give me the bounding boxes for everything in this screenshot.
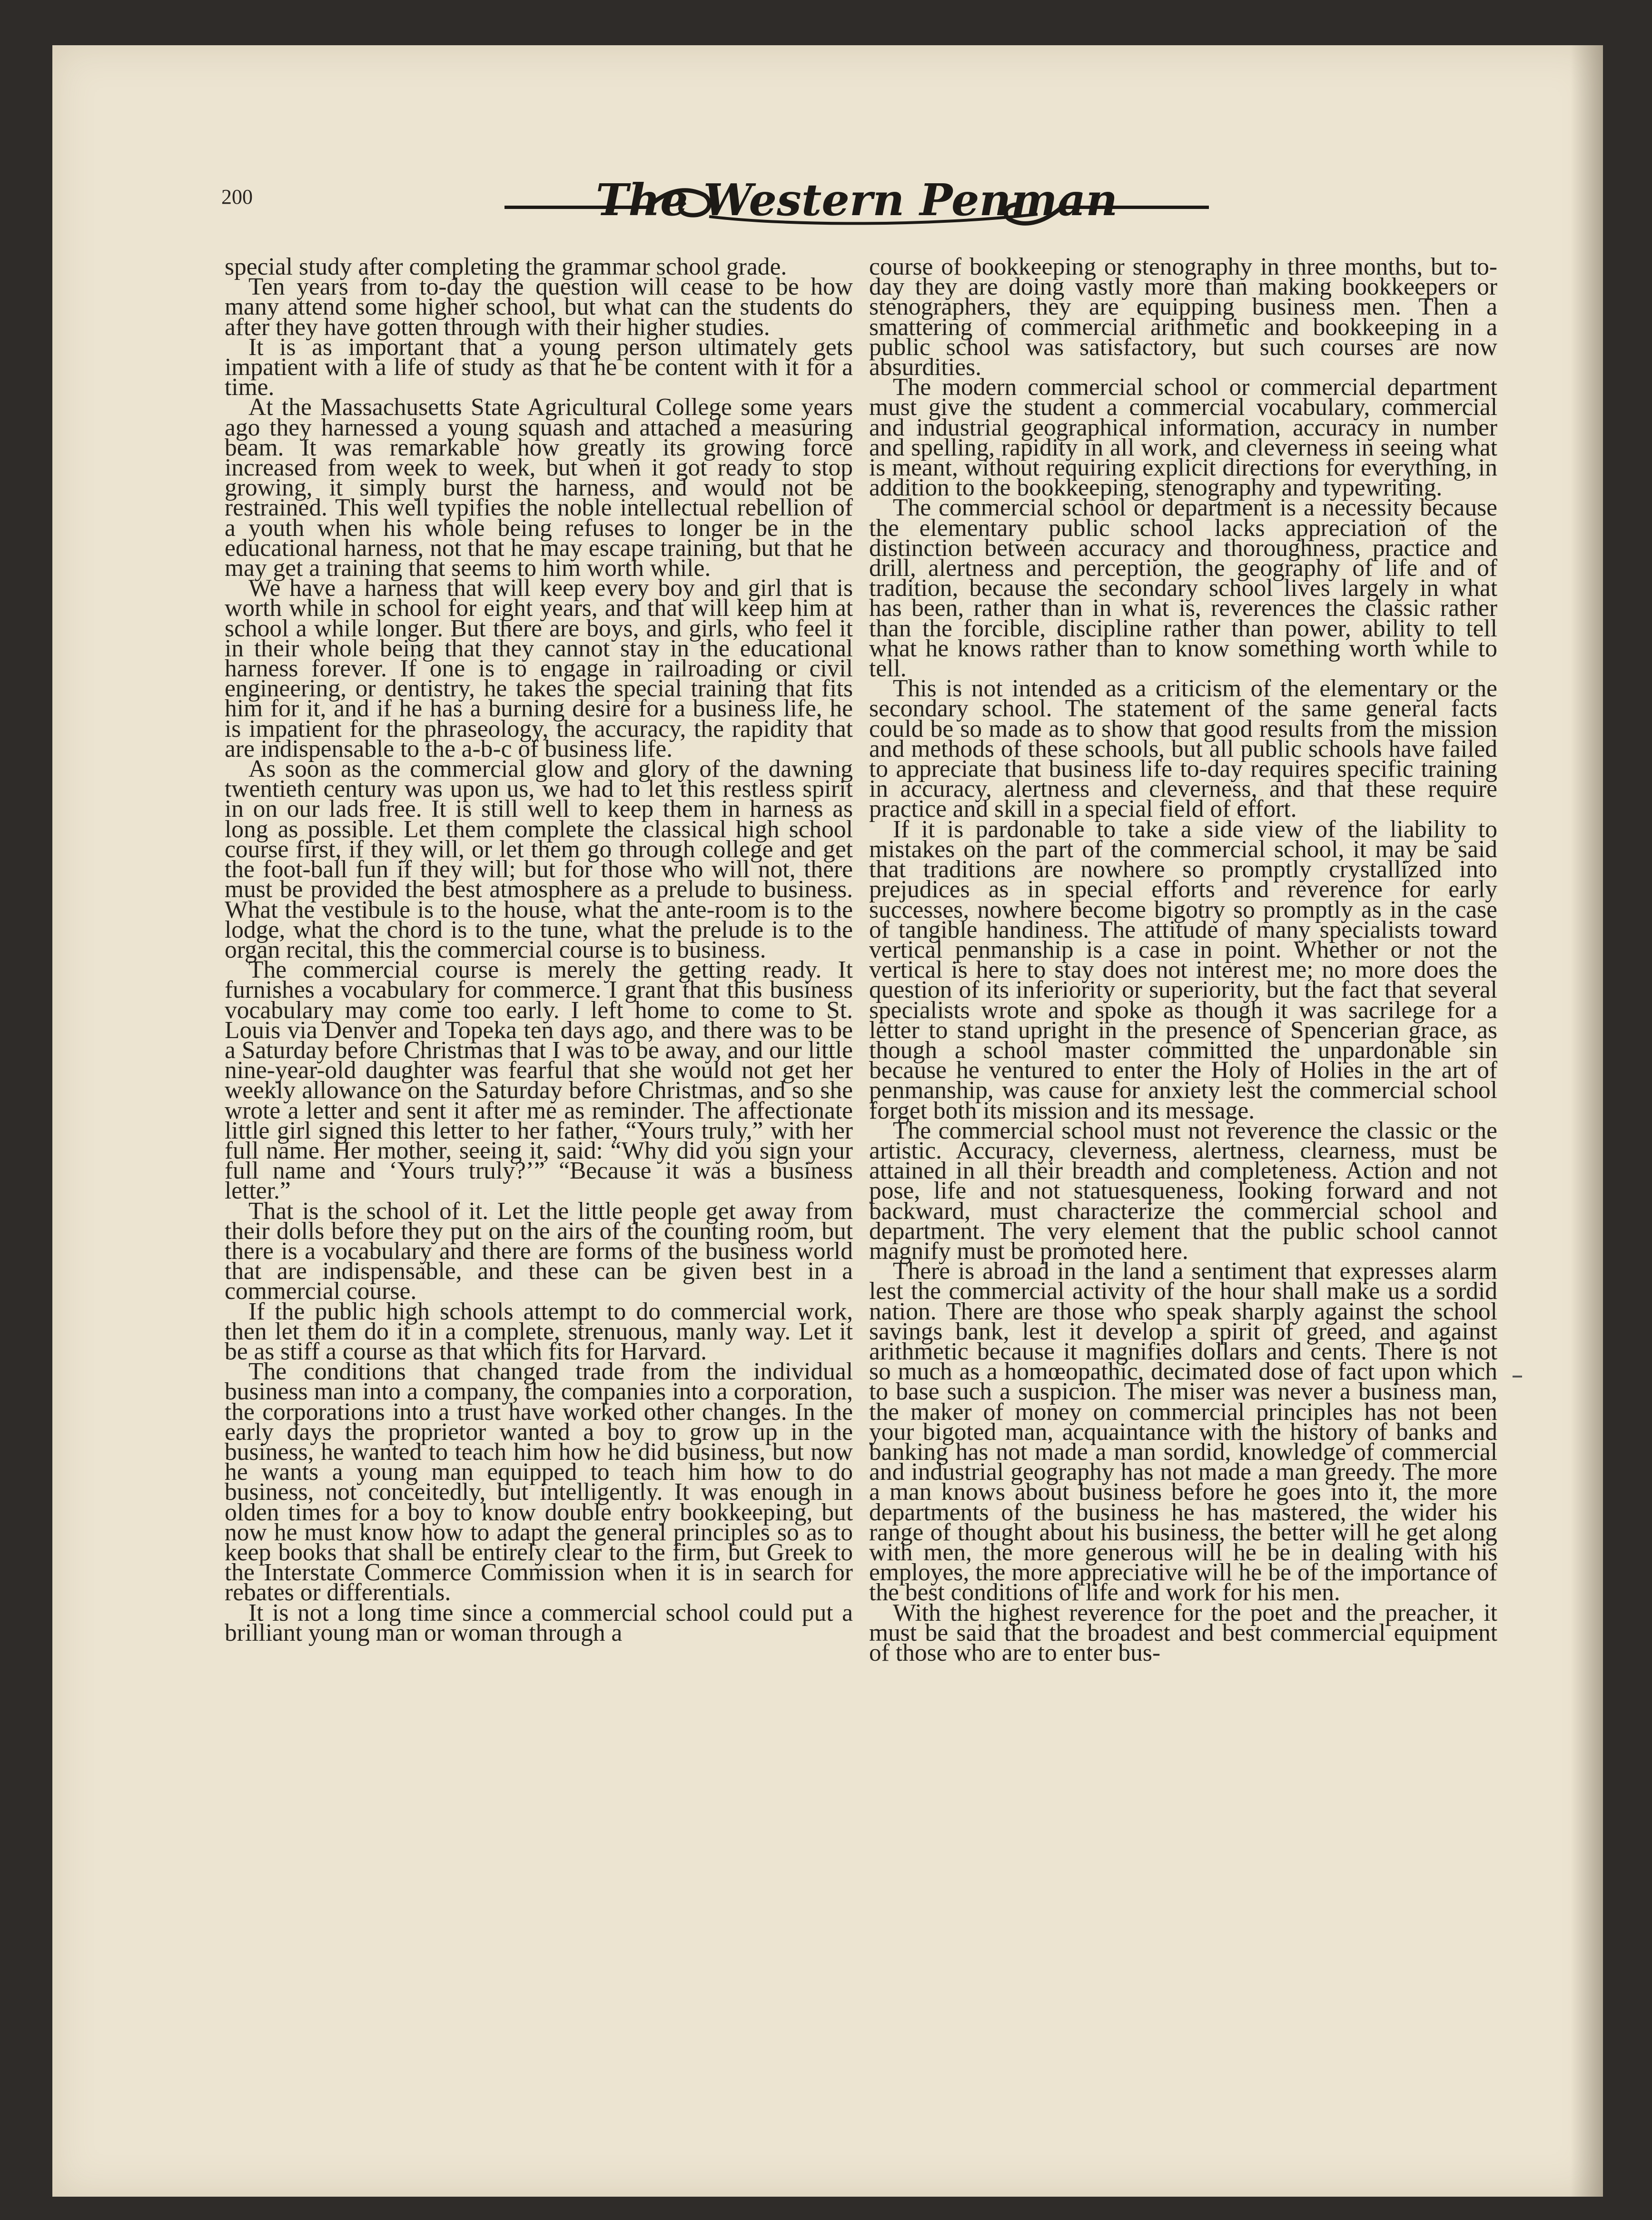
paragraph: It is as important that a young person ultimately gets impatient with a life of study as that he be content with it for a time. [225,333,853,401]
paragraph: Ten years from to-day the question will cease to be how many attend some higher school, but what can the students do after they have gotten through with their higher studies. [225,273,853,341]
paragraph: As soon as the commercial glow and glory of the dawning twentieth century was upon us, we had to let this restless spirit in on our lads free. It is still well to keep them in harness as long as possible. Let them complete the classical high school course first, if they will, or let them go through college and get the foot-ball fun if they will; but for those who will not, there must be provided the best atmosphere as a prelude to business. What the vestibule is to the house, what the ante-room is to the lodge, what the chord is to the tune, what the prelude is to the organ recital, this the commercial course is to business. [225,755,853,963]
masthead-title: The Western Penman [595,181,1118,226]
paragraph: course of bookkeeping or stenography in three months, but to-day they are doing vastly more than making bookkeepers or stenographers, they are equipping business men. Then a smattering of commercial arithmetic and bookkeeping in a public school was satisfactory, but such courses are now absurdities. [869,253,1497,381]
paragraph: If the public high schools attempt to do commercial work, then let them do it in a complete, strenuous, manly way. Let it be as stiff a course as that which fits for Harvard. [225,1298,853,1365]
paragraph: There is abroad in the land a sentiment that expresses alarm lest the commercial activity of the hour shall make us a sordid nation. There are those who speak sharply against the school savings bank, lest it develop a spirit of greed, and against arithmetic because it magnifies dollars and cents. There is not so much as a homœopathic, decimated dose of fact upon which to base such a suspicion. The miser was never a business man, the maker of money on commercial principles has not been your bigoted man, acquaintance with the history of banks and banking has not made a man sordid, knowledge of commercial and industrial geography has not made a man greedy. The more a man knows about business before he goes into it, the more departments of the business he has mastered, the wider his range of thought about his business, the better will he get along with men, the more generous will he be in dealing with his employes, the more appreciative will he be of the importance of the best conditions of life and work for his men. [869,1258,1497,1606]
paragraph: If it is pardonable to take a side view of the liability to mistakes on the part of the commercial school, it may be said that traditions are nowhere so promptly crystallized into prejudices as in special efforts and reverence for early successes, nowhere become bigotry so promptly as in the case of tangible handiness. The attitude of many specialists toward vertical penmanship is a case in point. Whether or not the vertical is here to stay does not interest me; no more does the question of its inferiority or superiority, but the fact that several specialists wrote and spoke as though it was sacrilege for a letter to stand upright in the presence of Spencerian grace, as though a school master committed the unpardonable sin because he ventured to enter the Holy of Holies in the art of penmanship, was cause for anxiety lest the commercial school forget both its mission and its message. [869,815,1497,1124]
paragraph: The commercial school or department is a necessity because the elementary public school lacks appreciation of the distinction between accuracy and thoroughness, practice and drill, alertness and perception, the geography of life and of tradition, because the secondary school lives largely in what has been, rather than in what is, reverences the classic rather than the forcible, discipline rather than power, ability to tell what he knows rather than to know something worth while to tell. [869,494,1497,683]
page-number: 200 [221,185,253,208]
masthead-ornament [505,181,1209,233]
paragraph: At the Massachusetts State Agricultural College some years ago they harnessed a young squash and attached a measuring beam. It was remarkable how greatly its growing force increased from week to week, but when it got ready to stop growing, it simply burst the harness, and would not be restrained. This well typifies the noble intellectual rebellion of a youth when his whole being refuses to longer be in the educational harness, not that he may escape training, but that he may get a training that seems to him worth while. [225,394,853,582]
right-column [869,253,1497,1667]
masthead-logo [505,181,1209,233]
paragraph: We have a harness that will keep every boy and girl that is worth while in school for eight years, and that will keep him at school a while longer. But there are boys, and girls, who feel it in their whole being that they cannot stay in the educational harness forever. If one is to engage in railroading or civil engineering, or dentistry, he takes the special training that fits him for it, and if he has a burning desire for a business life, he is impatient for the phraseology, the accuracy, the rapidity that are indispensable to the a-b-c of business life. [225,575,853,763]
paragraph: The modern commercial school or commercial department must give the student a commercial vocabulary, commercial and industrial geographical information, accuracy in number and spelling, rapidity in all work, and cleverness in seeing what is meant, without requiring explicit directions for everything, in addition to the bookkeeping, stenography and typewriting. [869,374,1497,502]
paragraph: It is not a long time since a commercial school could put a brilliant young man or woman through a [225,1599,853,1646]
paragraph: special study after completing the grammar school grade. [225,253,787,280]
paragraph: The commercial school must not reverence the classic or the artistic. Accuracy, cleverness, alertness, clearness, must be attained in all their breadth and completeness. Action and not pose, life and not statuesqueness, looking forward and not backward, must characterize the commercial school and department. The very element that the public school cannot magnify must be promoted here. [869,1117,1497,1265]
paragraph: The commercial course is merely the getting ready. It furnishes a vocabulary for commerce. I grant that this business vocabulary may come too early. I left home to come to St. Louis via Denver and Topeka ten days ago, and there was to be a Saturday before Christmas that I was to be away, and our little nine-year-old daughter was fearful that she would not get her weekly allowance on the Saturday before Christmas, and so she wrote a letter and sent it after me as reminder. The affectionate little girl signed this letter to her father, “Yours truly,” with her full name. Her mother, seeing it, said: “Why did you sign your full name and ‘Yours truly?’” “Because it was a business letter.” [225,956,853,1205]
left-column [225,253,853,1646]
paragraph: This is not intended as a criticism of the elementary or the secondary school. The statement of the same general facts could be so made as to show that good results from the mission and methods of these schools, but all public schools have failed to appreciate that business life to-day requires specific training in accuracy, alertness and cleverness, and that these require practice and skill in a special field of effort. [869,675,1497,823]
paragraph: The conditions that changed trade from the individual business man into a company, the companies into a corporation, the corporations into a trust have worked other changes. In the early days the proprietor wanted a boy to grow up in the business, he wanted to teach him how he did business, but now he wants a young man equipped to teach him how to do business, not conceitedly, but intelligently. It was enough in olden times for a boy to know double entry bookkeeping, but now he must know how to adapt the general principles so as to keep books that shall be entirely clear to the firm, but Greek to the Interstate Commerce Commission when it is in search for rebates or differentials. [225,1358,853,1606]
page-edge-shadow [1571,45,1603,2197]
paragraph: That is the school of it. Let the little people get away from their dolls before they put on the airs of the counting room, but there is a vocabulary and there are forms of the business world that are indispensable, and these can be given best in a commercial course. [225,1197,853,1305]
paragraph: With the highest reverence for the poet and the preacher, it must be said that the broadest and best commercial equipment of those who are to enter bus- [869,1599,1497,1667]
margin-mark [1513,1376,1522,1378]
